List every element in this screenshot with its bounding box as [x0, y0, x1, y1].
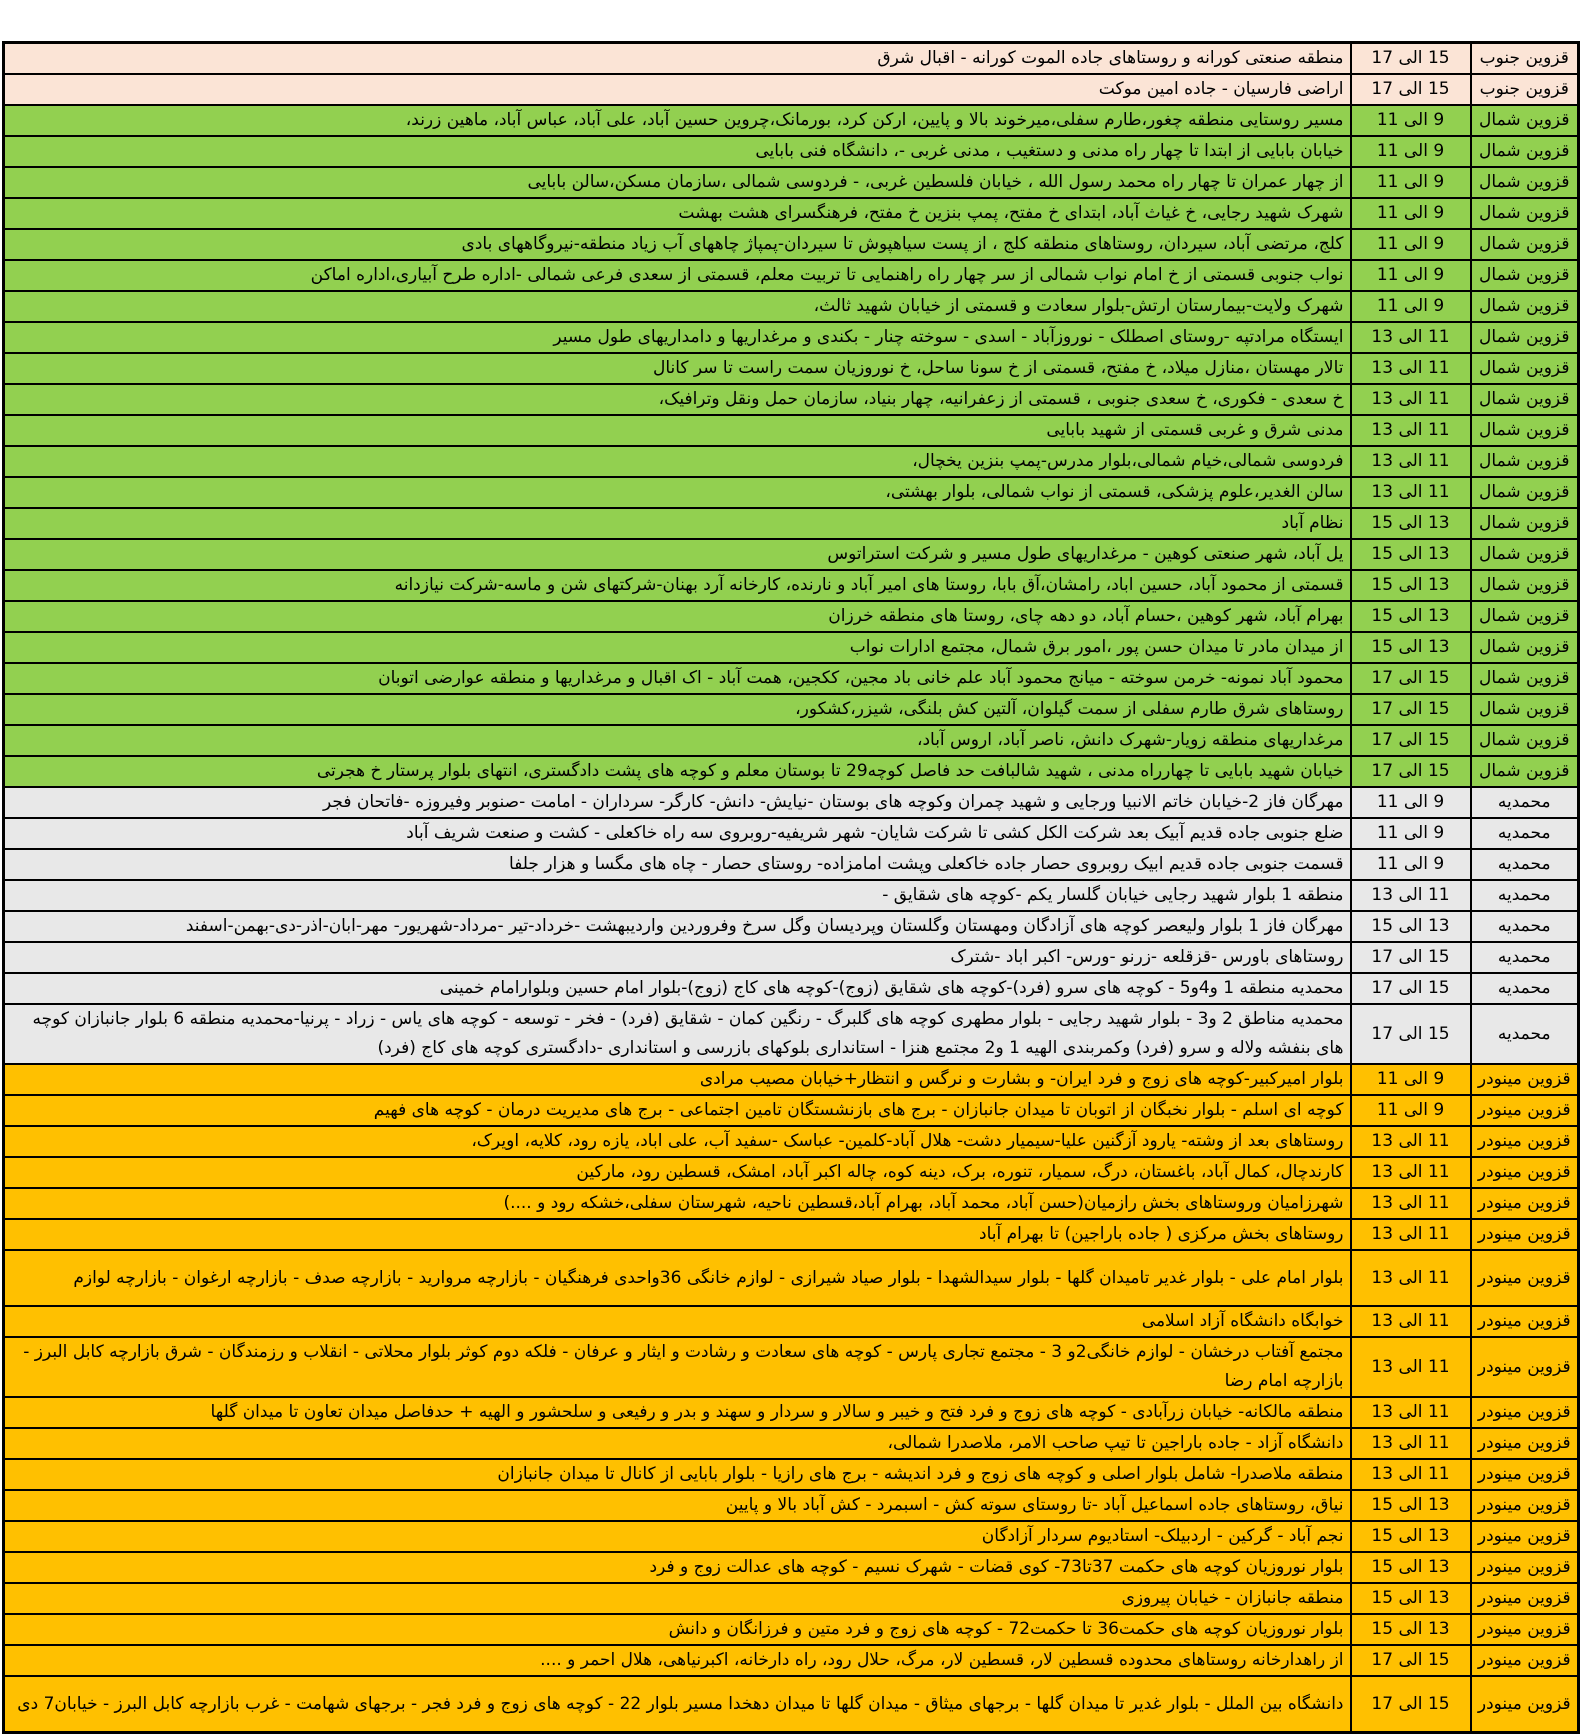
areas-cell: اراضی فارسیان - جاده امین موکت	[4, 74, 1351, 105]
table-row	[4, 570, 1579, 601]
areas-cell: نیاق، روستاهای جاده اسماعیل آباد -تا روستای سوته کش - اسبمرد - کش آباد بالا و پایین	[4, 1490, 1351, 1521]
areas-cell: کلج، مرتضی آباد، سیردان، روستاهای منطقه کلج ، از پست سیاهپوش تا سیردان-پمپاژ چاههای آب زیاد منطقه-نیروگاههای بادی	[4, 229, 1351, 260]
areas-cell: محمدیه مناطق 2 و3 - بلوار شهید رجایی - بلوار مطهری کوچه های گلبرگ - رنگین کمان - شقایق (فرد) - فخر - توسعه - کوچه های یاس - زراد - پرنیا-محمدیه منطقه 6 بلوار جانبازان کوچه های بنفشه ولاله و سرو (فرد) وکمربندی الهیه 1 و2 مجتمع هنزا - استانداری بلوکهای بازرسی و استانداری -دادگستری کوچه های کاج (فرد)	[4, 1004, 1351, 1064]
region-cell: قزوین شمال	[1471, 446, 1579, 477]
region-cell: محمدیه	[1471, 911, 1579, 942]
hours-cell: 15 الی 17	[1351, 694, 1471, 725]
hours-cell: 9 الی 11	[1351, 229, 1471, 260]
table-row	[4, 291, 1579, 322]
outage-schedule-body	[4, 43, 1579, 1733]
hours-cell: 11 الی 13	[1351, 1188, 1471, 1219]
areas-cell: یل آباد، شهر صنعتی کوهین - مرغداریهای طول مسیر و شرکت استراتوس	[4, 539, 1351, 570]
areas-cell: دانشگاه بین الملل - بلوار غدیر تا میدان گلها - برجهای میثاق - میدان گلها تا میدان دهخدا مسیر بلوار 22 - کوچه های زوج و فرد فجر - برجهای شهامت - غرب بازارچه کابل البرز - خیابان7 دی	[4, 1676, 1351, 1733]
areas-cell: منطقه 1 بلوار شهید رجایی خیابان گلسار یکم -کوچه های شقایق -	[4, 880, 1351, 911]
areas-cell: محمدیه منطقه 1 و4و5 - کوچه های سرو (فرد)-کوچه های شقایق (زوج)-کوچه های کاج (زوج)-بلوار امام حسین وبلوارامام خمینی	[4, 973, 1351, 1004]
region-cell: محمدیه	[1471, 880, 1579, 911]
region-cell: قزوین شمال	[1471, 322, 1579, 353]
region-cell: قزوین مینودر	[1471, 1397, 1579, 1428]
hours-cell: 11 الی 13	[1351, 1250, 1471, 1306]
hours-cell: 11 الی 13	[1351, 477, 1471, 508]
table-row	[4, 1157, 1579, 1188]
hours-cell: 15 الی 17	[1351, 74, 1471, 105]
areas-cell: بهرام آباد، شهر کوهین ،حسام آباد، دو دهه چای، روستا های منطقه خرزان	[4, 601, 1351, 632]
hours-cell: 9 الی 11	[1351, 198, 1471, 229]
hours-cell: 13 الی 15	[1351, 570, 1471, 601]
table-row	[4, 446, 1579, 477]
table-row	[4, 1397, 1579, 1428]
table-row	[4, 415, 1579, 446]
hours-cell: 11 الی 13	[1351, 1306, 1471, 1337]
areas-cell: ضلع جنوبی جاده قدیم آبیک بعد شرکت الکل کشی تا شرکت شایان- شهر شریفیه-روبروی سه راه خاکعلی - کشت و صنعت شریف آباد	[4, 818, 1351, 849]
areas-cell: نجم آباد - گرکین - اردبیلک- استادیوم سردار آزادگان	[4, 1521, 1351, 1552]
region-cell: محمدیه	[1471, 849, 1579, 880]
region-cell: قزوین مینودر	[1471, 1157, 1579, 1188]
table-row	[4, 1459, 1579, 1490]
table-row	[4, 1219, 1579, 1250]
areas-cell: خ سعدی - فکوری، خ سعدی جنوبی ، قسمتی از زعفرانیه، چهار بنیاد، سازمان حمل ونقل وترافیک،	[4, 384, 1351, 415]
hours-cell: 11 الی 13	[1351, 1157, 1471, 1188]
hours-cell: 13 الی 15	[1351, 508, 1471, 539]
table-row	[4, 508, 1579, 539]
region-cell: قزوین شمال	[1471, 198, 1579, 229]
table-row	[4, 1306, 1579, 1337]
hours-cell: 13 الی 15	[1351, 601, 1471, 632]
region-cell: قزوین مینودر	[1471, 1676, 1579, 1733]
hours-cell: 9 الی 11	[1351, 1095, 1471, 1126]
region-cell: قزوین شمال	[1471, 570, 1579, 601]
hours-cell: 11 الی 13	[1351, 1459, 1471, 1490]
hours-cell: 9 الی 11	[1351, 1064, 1471, 1095]
areas-cell: کوچه ای اسلم - بلوار نخبگان از اتوبان تا میدان جانبازان - برج های بازنشستگان تامین اجتماعی - برج های مدیریت درمان - کوچه های فهیم	[4, 1095, 1351, 1126]
region-cell: قزوین مینودر	[1471, 1490, 1579, 1521]
table-row	[4, 477, 1579, 508]
outage-schedule-table	[2, 41, 1580, 1734]
areas-cell: روستاهای بخش مرکزی ( جاده باراجین) تا بهرام آباد	[4, 1219, 1351, 1250]
region-cell: قزوین شمال	[1471, 353, 1579, 384]
areas-cell: مهرگان فاز 2-خیابان خاتم الانبیا ورجایی و شهید چمران وکوچه های بوستان -نیایش- دانش- کارگر- سرداران - امامت -صنوبر وفیروزه -فاتحان فجر	[4, 787, 1351, 818]
region-cell: قزوین شمال	[1471, 694, 1579, 725]
region-cell: قزوین شمال	[1471, 756, 1579, 787]
region-cell: قزوین مینودر	[1471, 1126, 1579, 1157]
region-cell: قزوین مینودر	[1471, 1645, 1579, 1676]
areas-cell: مسیر روستایی منطقه چغور،طارم سفلی،میرخوند بالا و پایین، ارکن کرد، بورمانک،چروین حسین آباد، علی آباد، عباس آباد، ماهین زرند،	[4, 105, 1351, 136]
areas-cell: منطقه جانبازان - خیابان پیروزی	[4, 1583, 1351, 1614]
table-row	[4, 539, 1579, 570]
hours-cell: 11 الی 13	[1351, 1219, 1471, 1250]
hours-cell: 13 الی 15	[1351, 1521, 1471, 1552]
table-row	[4, 43, 1579, 75]
region-cell: قزوین مینودر	[1471, 1552, 1579, 1583]
table-row	[4, 973, 1579, 1004]
table-row	[4, 911, 1579, 942]
areas-cell: خیابان بابایی از ابتدا تا چهار راه مدنی و دستغیب ، مدنی غربی -، دانشگاه فنی بابایی	[4, 136, 1351, 167]
hours-cell: 15 الی 17	[1351, 1645, 1471, 1676]
table-row	[4, 756, 1579, 787]
region-cell: قزوین شمال	[1471, 260, 1579, 291]
areas-cell: کارندچال، کمال آباد، باغستان، درگ، سمیار، تنوره، برک، دینه کوه، چاله اکبر آباد، امشک، قسطین رود، مارکین	[4, 1157, 1351, 1188]
hours-cell: 11 الی 13	[1351, 880, 1471, 911]
region-cell: قزوین مینودر	[1471, 1306, 1579, 1337]
areas-cell: بلوار نوروزیان کوچه های حکمت 37تا73- کوی قضات - شهرک نسیم - کوچه های عدالت زوج و فرد	[4, 1552, 1351, 1583]
region-cell: محمدیه	[1471, 787, 1579, 818]
region-cell: قزوین مینودر	[1471, 1614, 1579, 1645]
areas-cell: دانشگاه آزاد - جاده باراجین تا تیپ صاحب الامر، ملاصدرا شمالی،	[4, 1428, 1351, 1459]
areas-cell: منطقه صنعتی کورانه و روستاهای جاده الموت کورانه - اقبال شرق	[4, 43, 1351, 75]
region-cell: قزوین مینودر	[1471, 1521, 1579, 1552]
region-cell: قزوین شمال	[1471, 601, 1579, 632]
region-cell: قزوین شمال	[1471, 167, 1579, 198]
table-row	[4, 1676, 1579, 1733]
table-row	[4, 880, 1579, 911]
areas-cell: قسمتی از محمود آباد، حسین اباد، رامشان،آق بابا، روستا های امیر آباد و نارنده، کارخانه آرد بهنان-شرکتهای شن و ماسه-شرکت نیازدانه	[4, 570, 1351, 601]
region-cell: قزوین مینودر	[1471, 1337, 1579, 1397]
table-row	[4, 1614, 1579, 1645]
table-row	[4, 818, 1579, 849]
table-row	[4, 1004, 1579, 1064]
areas-cell: نواب جنوبی قسمتی از خ امام نواب شمالی از سر چهار راه راهنمایی تا تربیت معلم، قسمتی از سعدی فرعی شمالی -اداره طرح آبیاری،اداره اماکن	[4, 260, 1351, 291]
areas-cell: سالن الغدیر،علوم پزشکی، قسمتی از نواب شمالی، بلوار بهشتی،	[4, 477, 1351, 508]
hours-cell: 11 الی 13	[1351, 384, 1471, 415]
region-cell: قزوین شمال	[1471, 136, 1579, 167]
hours-cell: 9 الی 11	[1351, 818, 1471, 849]
hours-cell: 11 الی 13	[1351, 1126, 1471, 1157]
hours-cell: 15 الی 17	[1351, 973, 1471, 1004]
areas-cell: از چهار عمران تا چهار راه محمد رسول الله ، خیابان فلسطین غربی، - فردوسی شمالی ،سازمان مسکن،سالن بابایی	[4, 167, 1351, 198]
hours-cell: 11 الی 13	[1351, 1397, 1471, 1428]
hours-cell: 9 الی 11	[1351, 787, 1471, 818]
hours-cell: 9 الی 11	[1351, 291, 1471, 322]
table-row	[4, 260, 1579, 291]
table-row	[4, 787, 1579, 818]
hours-cell: 13 الی 15	[1351, 632, 1471, 663]
table-row	[4, 942, 1579, 973]
hours-cell: 15 الی 17	[1351, 1676, 1471, 1733]
areas-cell: بلوار نوروزیان کوچه های حکمت36 تا حکمت72 - کوچه های زوج و فرد متین و فرزانگان و دانش	[4, 1614, 1351, 1645]
table-row	[4, 1490, 1579, 1521]
region-cell: محمدیه	[1471, 973, 1579, 1004]
table-row	[4, 601, 1579, 632]
region-cell: قزوین مینودر	[1471, 1188, 1579, 1219]
hours-cell: 9 الی 11	[1351, 167, 1471, 198]
hours-cell: 15 الی 17	[1351, 756, 1471, 787]
hours-cell: 9 الی 11	[1351, 136, 1471, 167]
areas-cell: شهرزامیان وروستاهای بخش رازمیان(حسن آباد، محمد آباد، بهرام آباد،قسطین ناحیه، شهرستان سفلی،خشکه رود و ....)	[4, 1188, 1351, 1219]
areas-cell: بلوار امام علی - بلوار غدیر تامیدان گلها - بلوار سیدالشهدا - بلوار صیاد شیرازی - لوازم خانگی 36واحدی فرهنگیان - بازارچه مروارید - بازارچه صدف - بازارچه ارغوان - بازارچه لوازم	[4, 1250, 1351, 1306]
region-cell: قزوین شمال	[1471, 229, 1579, 260]
table-row	[4, 1064, 1579, 1095]
hours-cell: 13 الی 15	[1351, 539, 1471, 570]
region-cell: قزوین جنوب	[1471, 74, 1579, 105]
hours-cell: 13 الی 15	[1351, 1614, 1471, 1645]
region-cell: قزوین شمال	[1471, 105, 1579, 136]
region-cell: قزوین شمال	[1471, 291, 1579, 322]
areas-cell: روستاهای بعد از وشته- یارود آزگنین علیا-سیمیار دشت- هلال آباد-کلمین- عباسک -سفید آب، علی اباد، یازه رود، کلایه، اویرک،	[4, 1126, 1351, 1157]
table-row	[4, 694, 1579, 725]
region-cell: قزوین شمال	[1471, 477, 1579, 508]
region-cell: محمدیه	[1471, 942, 1579, 973]
areas-cell: مدنی شرق و غربی قسمتی از شهید بابایی	[4, 415, 1351, 446]
hours-cell: 11 الی 13	[1351, 322, 1471, 353]
hours-cell: 13 الی 15	[1351, 1583, 1471, 1614]
hours-cell: 11 الی 13	[1351, 353, 1471, 384]
areas-cell: قسمت جنوبی جاده قدیم ابیک روبروی حصار جاده خاکعلی وپشت امامزاده- روستای حصار - چاه های مگسا و هزار جلفا	[4, 849, 1351, 880]
table-row	[4, 725, 1579, 756]
table-row	[4, 1188, 1579, 1219]
hours-cell: 15 الی 17	[1351, 942, 1471, 973]
areas-cell: منطقه ملاصدرا- شامل بلوار اصلی و کوچه های زوج و فرد اندیشه - برج های رازیا - بلوار بابایی از کانال تا میدان جانبازان	[4, 1459, 1351, 1490]
region-cell: قزوین شمال	[1471, 632, 1579, 663]
hours-cell: 11 الی 13	[1351, 1337, 1471, 1397]
table-row	[4, 1428, 1579, 1459]
region-cell: قزوین مینودر	[1471, 1219, 1579, 1250]
areas-cell: خوابگاه دانشگاه آزاد اسلامی	[4, 1306, 1351, 1337]
hours-cell: 11 الی 13	[1351, 446, 1471, 477]
region-cell: محمدیه	[1471, 1004, 1579, 1064]
region-cell: قزوین مینودر	[1471, 1583, 1579, 1614]
hours-cell: 15 الی 17	[1351, 43, 1471, 75]
table-row	[4, 229, 1579, 260]
table-row	[4, 167, 1579, 198]
region-cell: قزوین مینودر	[1471, 1250, 1579, 1306]
hours-cell: 15 الی 17	[1351, 1004, 1471, 1064]
region-cell: قزوین شمال	[1471, 384, 1579, 415]
areas-cell: فردوسی شمالی،خیام شمالی،بلوار مدرس-پمپ بنزین یخچال،	[4, 446, 1351, 477]
table-row	[4, 1645, 1579, 1676]
region-cell: قزوین شمال	[1471, 539, 1579, 570]
region-cell: قزوین شمال	[1471, 415, 1579, 446]
region-cell: قزوین مینودر	[1471, 1428, 1579, 1459]
region-cell: قزوین مینودر	[1471, 1095, 1579, 1126]
areas-cell: خیابان شهید بابایی تا چهارراه مدنی ، شهید شالبافت حد فاصل کوچه29 تا بوستان معلم و کوچه های پشت دادگستری، انتهای بلوار پرستار خ هجرتی	[4, 756, 1351, 787]
areas-cell: تالار مهستان ،منازل میلاد، خ مفتح، قسمتی از خ سونا ساحل، خ نوروزیان سمت راست تا سر کانال	[4, 353, 1351, 384]
hours-cell: 9 الی 11	[1351, 105, 1471, 136]
hours-cell: 13 الی 15	[1351, 1490, 1471, 1521]
hours-cell: 13 الی 15	[1351, 1552, 1471, 1583]
areas-cell: مهرگان فاز 1 بلوار ولیعصر کوچه های آزادگان ومهستان وگلستان وپردیسان وگل سرخ وفروردین واردیبهشت -خرداد-تیر -مرداد-شهریور- مهر-ابان-اذر-دی-بهمن-اسفند	[4, 911, 1351, 942]
areas-cell: مجتمع آفتاب درخشان - لوازم خانگی2و 3 - مجتمع تجاری پارس - کوچه های سعادت و رشادت و ایثار و عرفان - فلکه دوم کوثر بلوار محلاتی - انقلاب و رزمندگان - شرق بازارچه کابل البرز - بازارچه امام رضا	[4, 1337, 1351, 1397]
table-row	[4, 322, 1579, 353]
table-row	[4, 198, 1579, 229]
hours-cell: 15 الی 17	[1351, 663, 1471, 694]
areas-cell: محمود آباد نمونه- خرمن سوخته - میانج محمود آباد علم خانی باد مجین، ککجین، همت آباد - اک اقبال و مرغداریها و منطقه عوارضی اتوبان	[4, 663, 1351, 694]
table-row	[4, 1583, 1579, 1614]
hours-cell: 15 الی 17	[1351, 725, 1471, 756]
region-cell: محمدیه	[1471, 818, 1579, 849]
areas-cell: ایستگاه مرادتپه -روستای اصطلک - نوروزآباد - اسدی - سوخته چنار - بکندی و مرغداریها و دامداریهای طول مسیر	[4, 322, 1351, 353]
hours-cell: 13 الی 15	[1351, 911, 1471, 942]
table-row	[4, 74, 1579, 105]
table-row	[4, 1250, 1579, 1306]
areas-cell: شهرک شهید رجایی، خ غیاث آباد، ابتدای خ مفتح، پمپ بنزین خ مفتح، فرهنگسرای هشت بهشت	[4, 198, 1351, 229]
areas-cell: از راهدارخانه روستاهای محدوده قسطین لار، قسطین لار، مرگ، حلال رود، راه دارخانه، اکبرنیاهی، هلال احمر و ....	[4, 1645, 1351, 1676]
hours-cell: 11 الی 13	[1351, 1428, 1471, 1459]
table-row	[4, 105, 1579, 136]
areas-cell: از میدان مادر تا میدان حسن پور ،امور برق شمال، مجتمع ادارات نواب	[4, 632, 1351, 663]
table-row	[4, 353, 1579, 384]
hours-cell: 9 الی 11	[1351, 260, 1471, 291]
hours-cell: 11 الی 13	[1351, 415, 1471, 446]
areas-cell: مرغداریهای منطقه زویار-شهرک دانش، ناصر آباد، اروس آباد،	[4, 725, 1351, 756]
region-cell: قزوین شمال	[1471, 663, 1579, 694]
table-row	[4, 1337, 1579, 1397]
region-cell: قزوین جنوب	[1471, 43, 1579, 75]
areas-cell: روستاهای باورس -قزقلعه -زرنو -ورس- اکبر اباد -شترک	[4, 942, 1351, 973]
areas-cell: بلوار امیرکبیر-کوچه های زوج و فرد ایران- و بشارت و نرگس و انتظار+خیابان مصیب مرادی	[4, 1064, 1351, 1095]
region-cell: قزوین شمال	[1471, 508, 1579, 539]
hours-cell: 9 الی 11	[1351, 849, 1471, 880]
areas-cell: روستاهای شرق طارم سفلی از سمت گیلوان، آلتین کش بلنگی، شیزر،کشکور،	[4, 694, 1351, 725]
table-row	[4, 1552, 1579, 1583]
table-row	[4, 1095, 1579, 1126]
areas-cell: منطقه مالکانه- خیابان زرآبادی - کوچه های زوج و فرد فتح و خیبر و سالار و سردار و سهند و بدر و رفیعی و سلحشور و الهیه + حدفاصل میدان تعاون تا میدان گلها	[4, 1397, 1351, 1428]
areas-cell: شهرک ولایت-بیمارستان ارتش-بلوار سعادت و قسمتی از خیابان شهید ثالث،	[4, 291, 1351, 322]
region-cell: قزوین شمال	[1471, 725, 1579, 756]
table-row	[4, 1126, 1579, 1157]
table-row	[4, 663, 1579, 694]
table-row	[4, 849, 1579, 880]
areas-cell: نظام آباد	[4, 508, 1351, 539]
table-row	[4, 1521, 1579, 1552]
region-cell: قزوین مینودر	[1471, 1064, 1579, 1095]
table-row	[4, 136, 1579, 167]
region-cell: قزوین مینودر	[1471, 1459, 1579, 1490]
table-row	[4, 384, 1579, 415]
table-row	[4, 632, 1579, 663]
